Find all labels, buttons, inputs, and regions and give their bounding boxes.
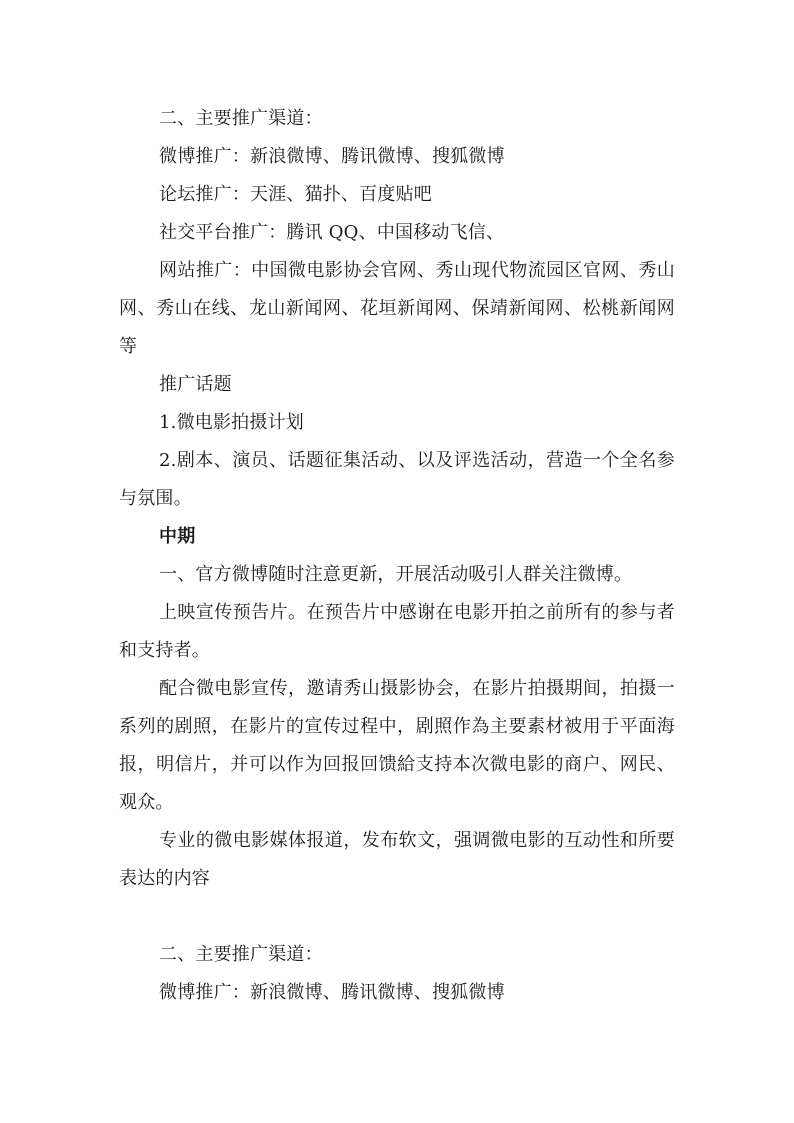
paragraph-trailer: 上映宣传预告片。在预告片中感谢在电影开拍之前所有的参与者和支持者。 <box>119 602 675 661</box>
paragraph-weibo-promotion-repeat: 微博推广：新浪微博、腾讯微博、搜狐微博 <box>159 982 505 1003</box>
paragraph-spacer <box>119 898 675 936</box>
document-body <box>119 100 675 1012</box>
section-heading-channels: 二、主要推广渠道： <box>159 108 323 129</box>
paragraph-promotion-topics: 推广话题 <box>159 374 232 395</box>
list-item-shooting-plan: 1.微电影拍摄计划 <box>159 412 304 433</box>
section-heading-midterm: 中期 <box>159 526 196 547</box>
section-heading-channels-repeat: 二、主要推广渠道： <box>159 944 323 965</box>
paragraph-media-reports: 专业的微电影媒体报道，发布软文，强调微电影的互动性和所要表达的内容 <box>119 830 675 889</box>
paragraph-official-weibo: 一、官方微博随时注意更新，开展活动吸引人群关注微博。 <box>159 564 633 585</box>
paragraph-forum-promotion: 论坛推广：天涯、猫扑、百度贴吧 <box>159 184 432 205</box>
list-item-collection-activities: 2.剧本、演员、话题征集活动、以及评选活动，营造一个全名参与氛围。 <box>119 450 675 509</box>
paragraph-photography: 配合微电影宣传，邀请秀山摄影协会，在影片拍摄期间，拍摄一系列的剧照，在影片的宣传过程中，剧照作為主要素材被用于平面海报，明信片，并可以作为回报回馈給支持本次微电影的商户、网民、观众。 <box>119 678 675 813</box>
paragraph-weibo-promotion: 微博推广：新浪微博、腾讯微博、搜狐微博 <box>159 146 505 167</box>
paragraph-website-promotion: 网站推广：中国微电影协会官网、秀山现代物流园区官网、秀山网、秀山在线、龙山新闻网、花垣新闻网、保靖新闻网、松桃新闻网等 <box>119 260 675 357</box>
paragraph-social-promotion: 社交平台推广：腾讯 QQ、中国移动飞信、 <box>159 222 505 243</box>
